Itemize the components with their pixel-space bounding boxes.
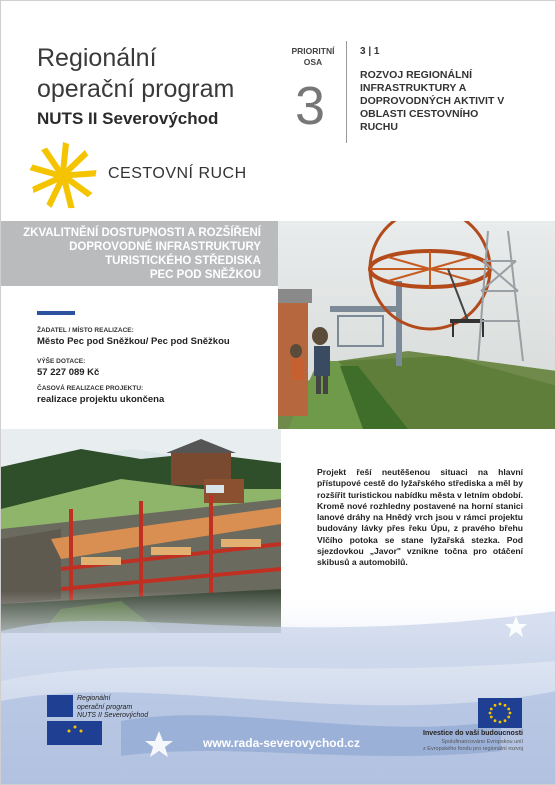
eu-flag-icon <box>478 698 522 728</box>
program-region: NUTS II Severovýchod <box>37 109 219 128</box>
priority-label-line2: OSA <box>303 57 323 67</box>
project-title <box>1 226 261 282</box>
eu-cofinancing-text <box>381 739 523 753</box>
program-title <box>37 43 234 105</box>
priority-label <box>284 46 342 68</box>
applicant-value: Město Pec pod Sněžkou/ Pec pod Sněžkou <box>37 336 230 347</box>
rop-logo-text <box>77 695 148 721</box>
project-title-line4: PEC POD SNĚŽKOU <box>149 269 261 281</box>
rop-logo-line2: operační program <box>77 703 133 711</box>
sun-logo-icon <box>28 141 98 211</box>
measure-code: 3 | 1 <box>360 46 380 57</box>
program-title-line1: Regionální <box>37 44 157 72</box>
accent-bar <box>37 311 75 315</box>
timing-value: realizace projektu ukončena <box>37 394 165 405</box>
eu-cofinancing-line1: Spolufinancováno Evropskou unií <box>441 739 523 745</box>
header-divider <box>346 41 347 143</box>
eu-slogan: Investice do vaší budoucnosti <box>423 730 523 737</box>
timing-label: ČASOVÁ REALIZACE PROJEKTU: <box>37 385 144 392</box>
chairlift-photo <box>278 221 556 429</box>
website-link[interactable]: www.rada-severovychod.cz <box>203 736 360 750</box>
project-title-line1: ZKVALITNĚNÍ DOSTUPNOSTI A ROZŠÍŘENÍ <box>23 227 261 239</box>
footer-background <box>1 591 556 785</box>
priority-axis-title: ROZVOJ REGIONÁLNÍ INFRASTRUKTURY A DOPROVODNÝCH AKTIVIT V OBLASTI CESTOVNÍHO RUCHU <box>360 69 505 133</box>
project-title-line2: DOPROVODNÉ INFRASTRUKTURY <box>69 241 261 253</box>
brand-label: CESTOVNÍ RUCH <box>108 165 247 182</box>
priority-number: 3 <box>294 76 326 136</box>
subsidy-value: 57 227 089 Kč <box>37 367 100 378</box>
project-description: Projekt řeší neutěšenou situaci na hlavní přístupové cestě do lyžařského střediska a měl by rozšířit turistickou nabídku města v letním období. Kromě nové rozhledny postavené na horní stanici lanové dráhy na Hnědý vrch jsou v rámci projektu budovány lávky přes řeku Úpu, z pravého břehu Vlčího potoka se stane lyžařská stezka. Pod sjezdovkou „Javor" vznikne točna pro otáčení skibusů a automobilů. <box>317 467 523 568</box>
project-title-line3: TURISTICKÉHO STŘEDISKA <box>105 255 261 267</box>
rop-logo-line1: Regionální <box>77 695 111 702</box>
applicant-label: ŽADATEL / MÍSTO REALIZACE: <box>37 327 134 334</box>
eu-cofinancing-line2: z Evropského fondu pro regionální rozvoj <box>423 746 523 752</box>
program-title-line2: operační program <box>37 75 235 103</box>
subsidy-label: VÝŠE DOTACE: <box>37 358 86 365</box>
priority-label-line1: PRIORITNÍ <box>291 46 335 56</box>
rop-logo-line3: NUTS II Severovýchod <box>77 712 149 719</box>
